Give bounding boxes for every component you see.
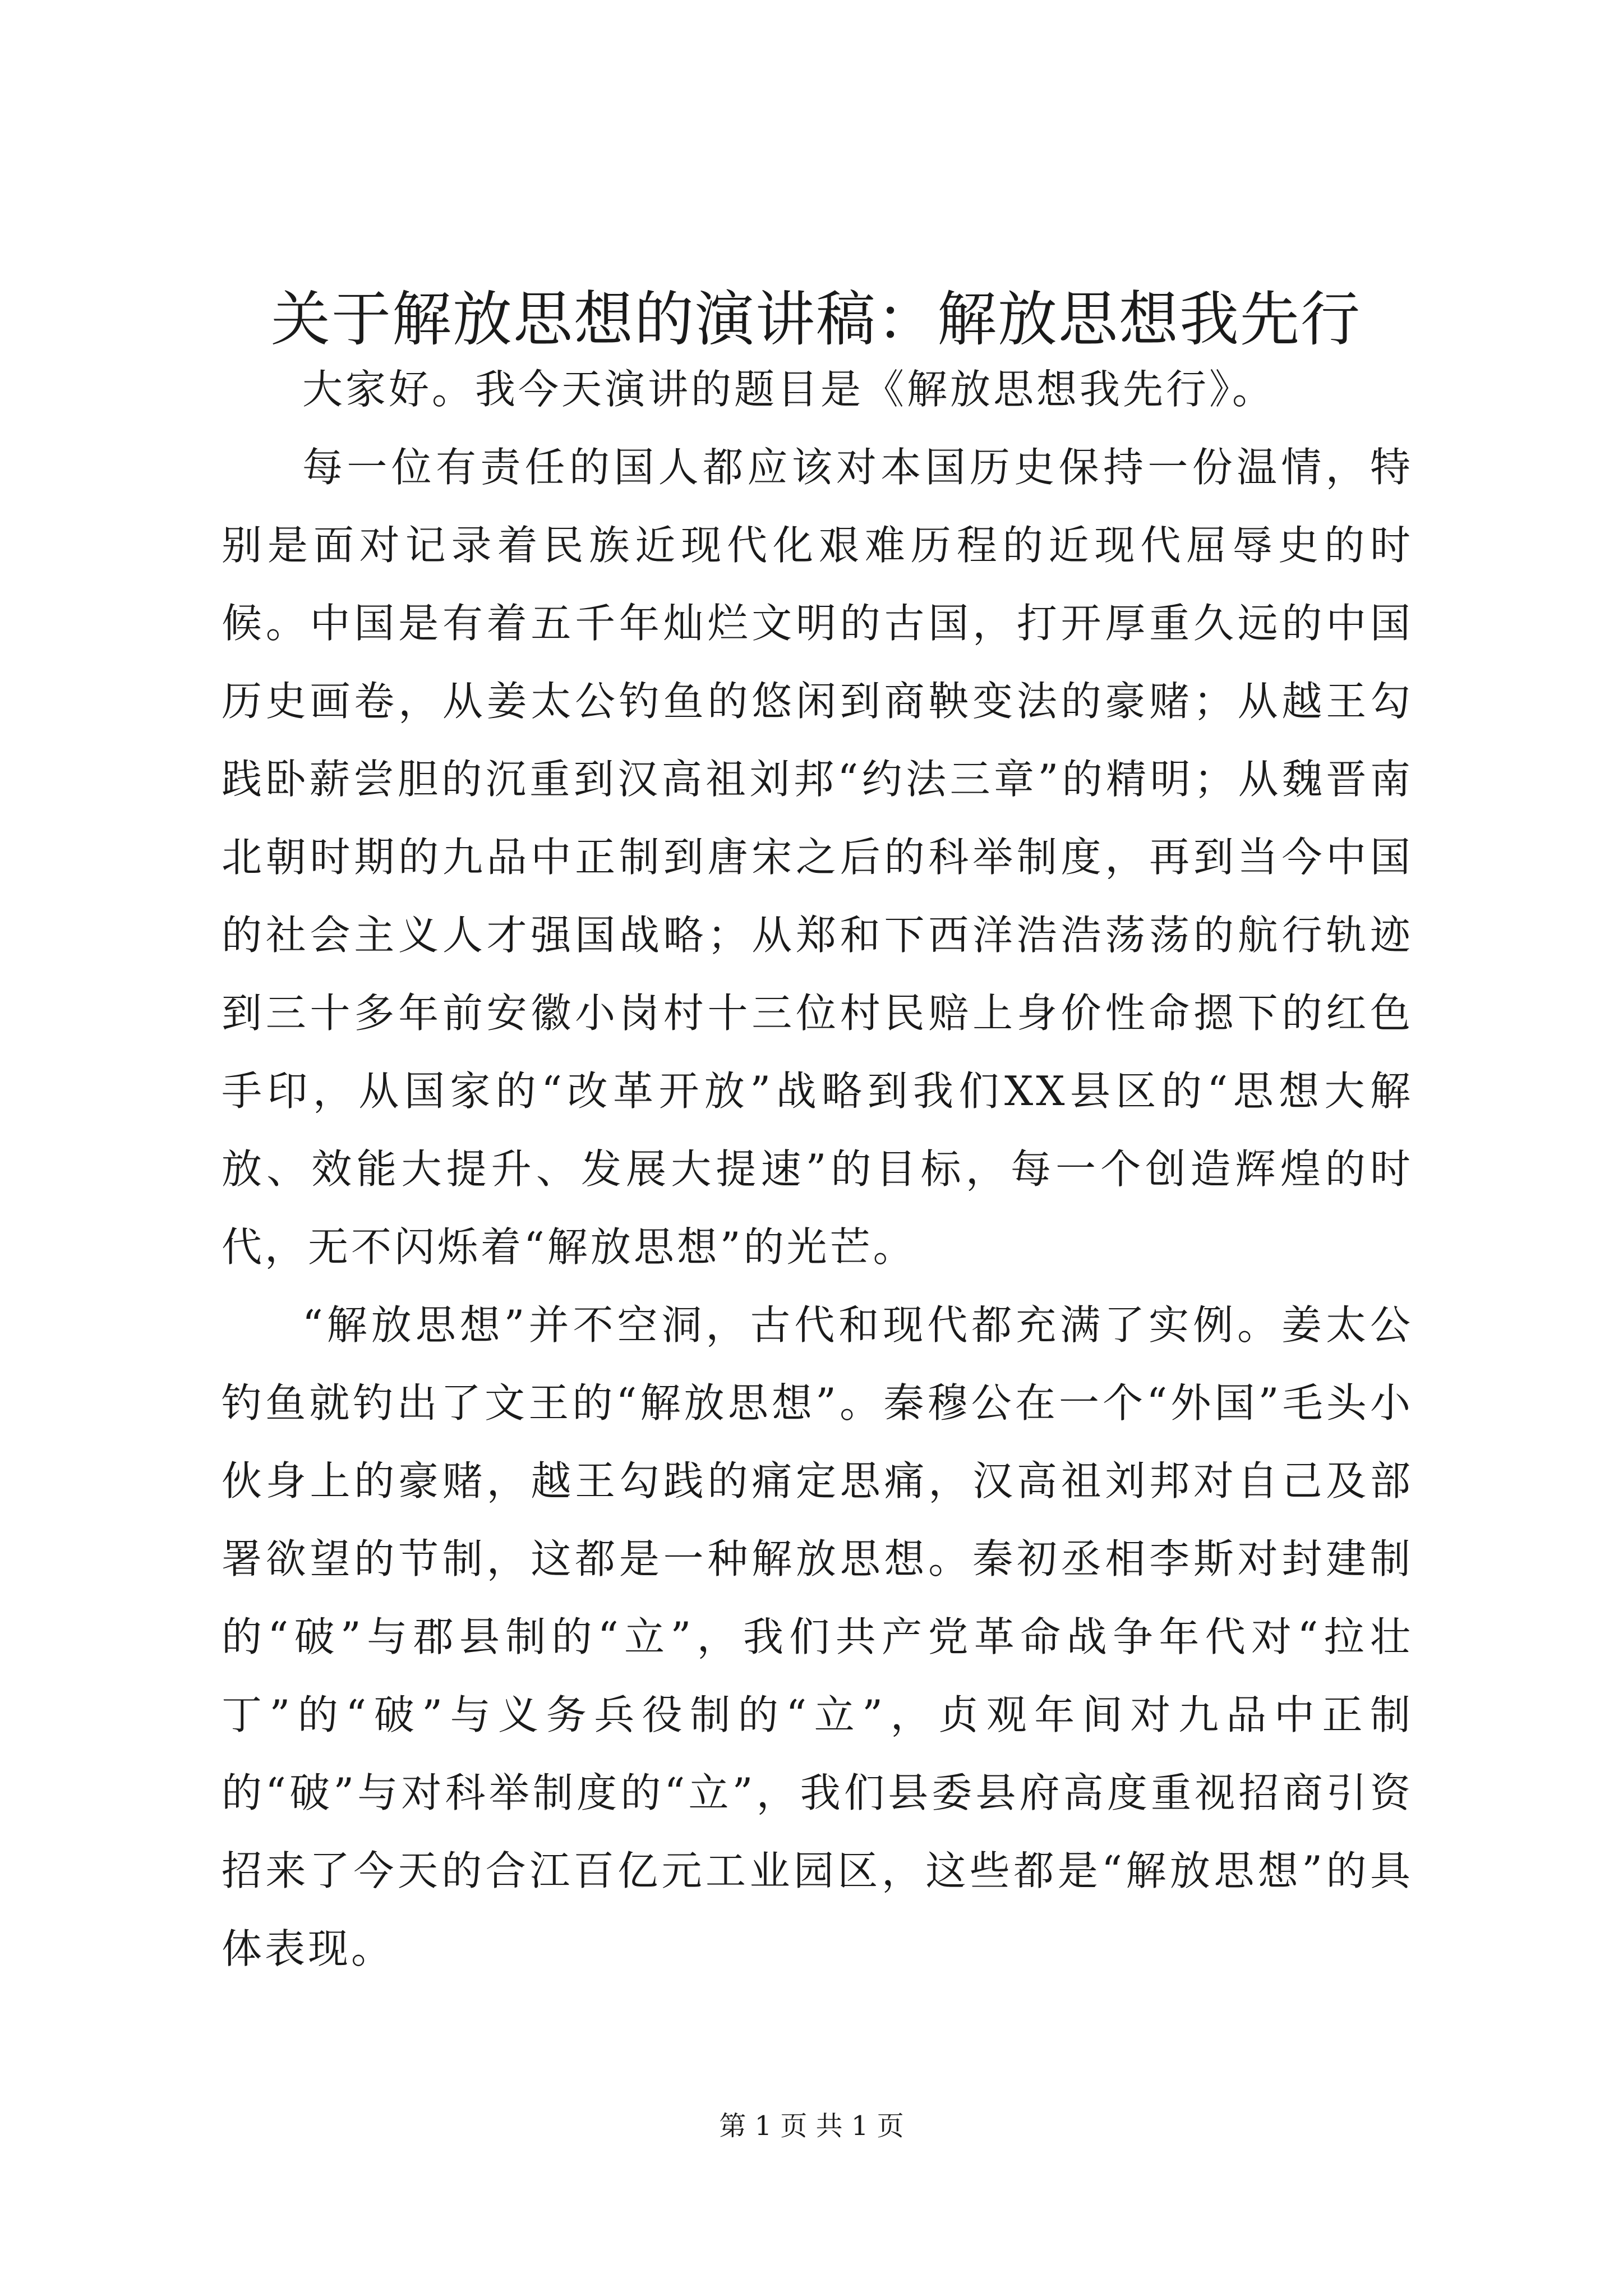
paragraph-examples: “解放思想”并不空洞，古代和现代都充满了实例。姜太公钓鱼就钓出了文王的“解放思想”。秦穆公在一个“外国”毛头小伙身上的豪赌，越王勾践的痛定思痛，汉高祖刘邦对自己及部署欲望的节制，这都是一种解放思想。秦初丞相李斯对封建制的“破”与郡县制的“立”，我们共产党革命战争年代对“拉壮丁”的“破”与义务兵役制的“立”，贞观年间对九品中正制的“破”与对科举制度的“立”，我们县委县府高度重视招商引资招来了今天的合江百亿元工业园区，这些都是“解放思想”的具体表现。 [222,1301,1413,1972]
document-body [222,351,1413,1988]
document-title: 关于解放思想的演讲稿：解放思想我先行 [271,285,1361,354]
page-footer: 第 1 页 共 1 页 [719,2110,904,2142]
paragraph-history: 每一位有责任的国人都应该对本国历史保持一份温情，特别是面对记录着民族近现代化艰难历程的近现代屈辱史的时候。中国是有着五千年灿烂文明的古国，打开厚重久远的中国历史画卷，从姜太公钓鱼的悠闲到商鞅变法的豪赌；从越王勾践卧薪尝胆的沉重到汉高祖刘邦“约法三章”的精明；从魏晋南北朝时期的九品中正制到唐宋之后的科举制度，再到当今中国的社会主义人才强国战略；从郑和下西洋浩浩荡荡的航行轨迹到三十多年前安徽小岗村十三位村民赔上身价性命摁下的红色手印，从国家的“改革开放”战略到我们XX县区的“思想大解放、效能大提升、发展大提速”的目标，每一个创造辉煌的时代，无不闪烁着“解放思想”的光芒。 [222,444,1413,1271]
paragraph-greeting: 大家好。我今天演讲的题目是《解放思想我先行》。 [302,366,1276,413]
